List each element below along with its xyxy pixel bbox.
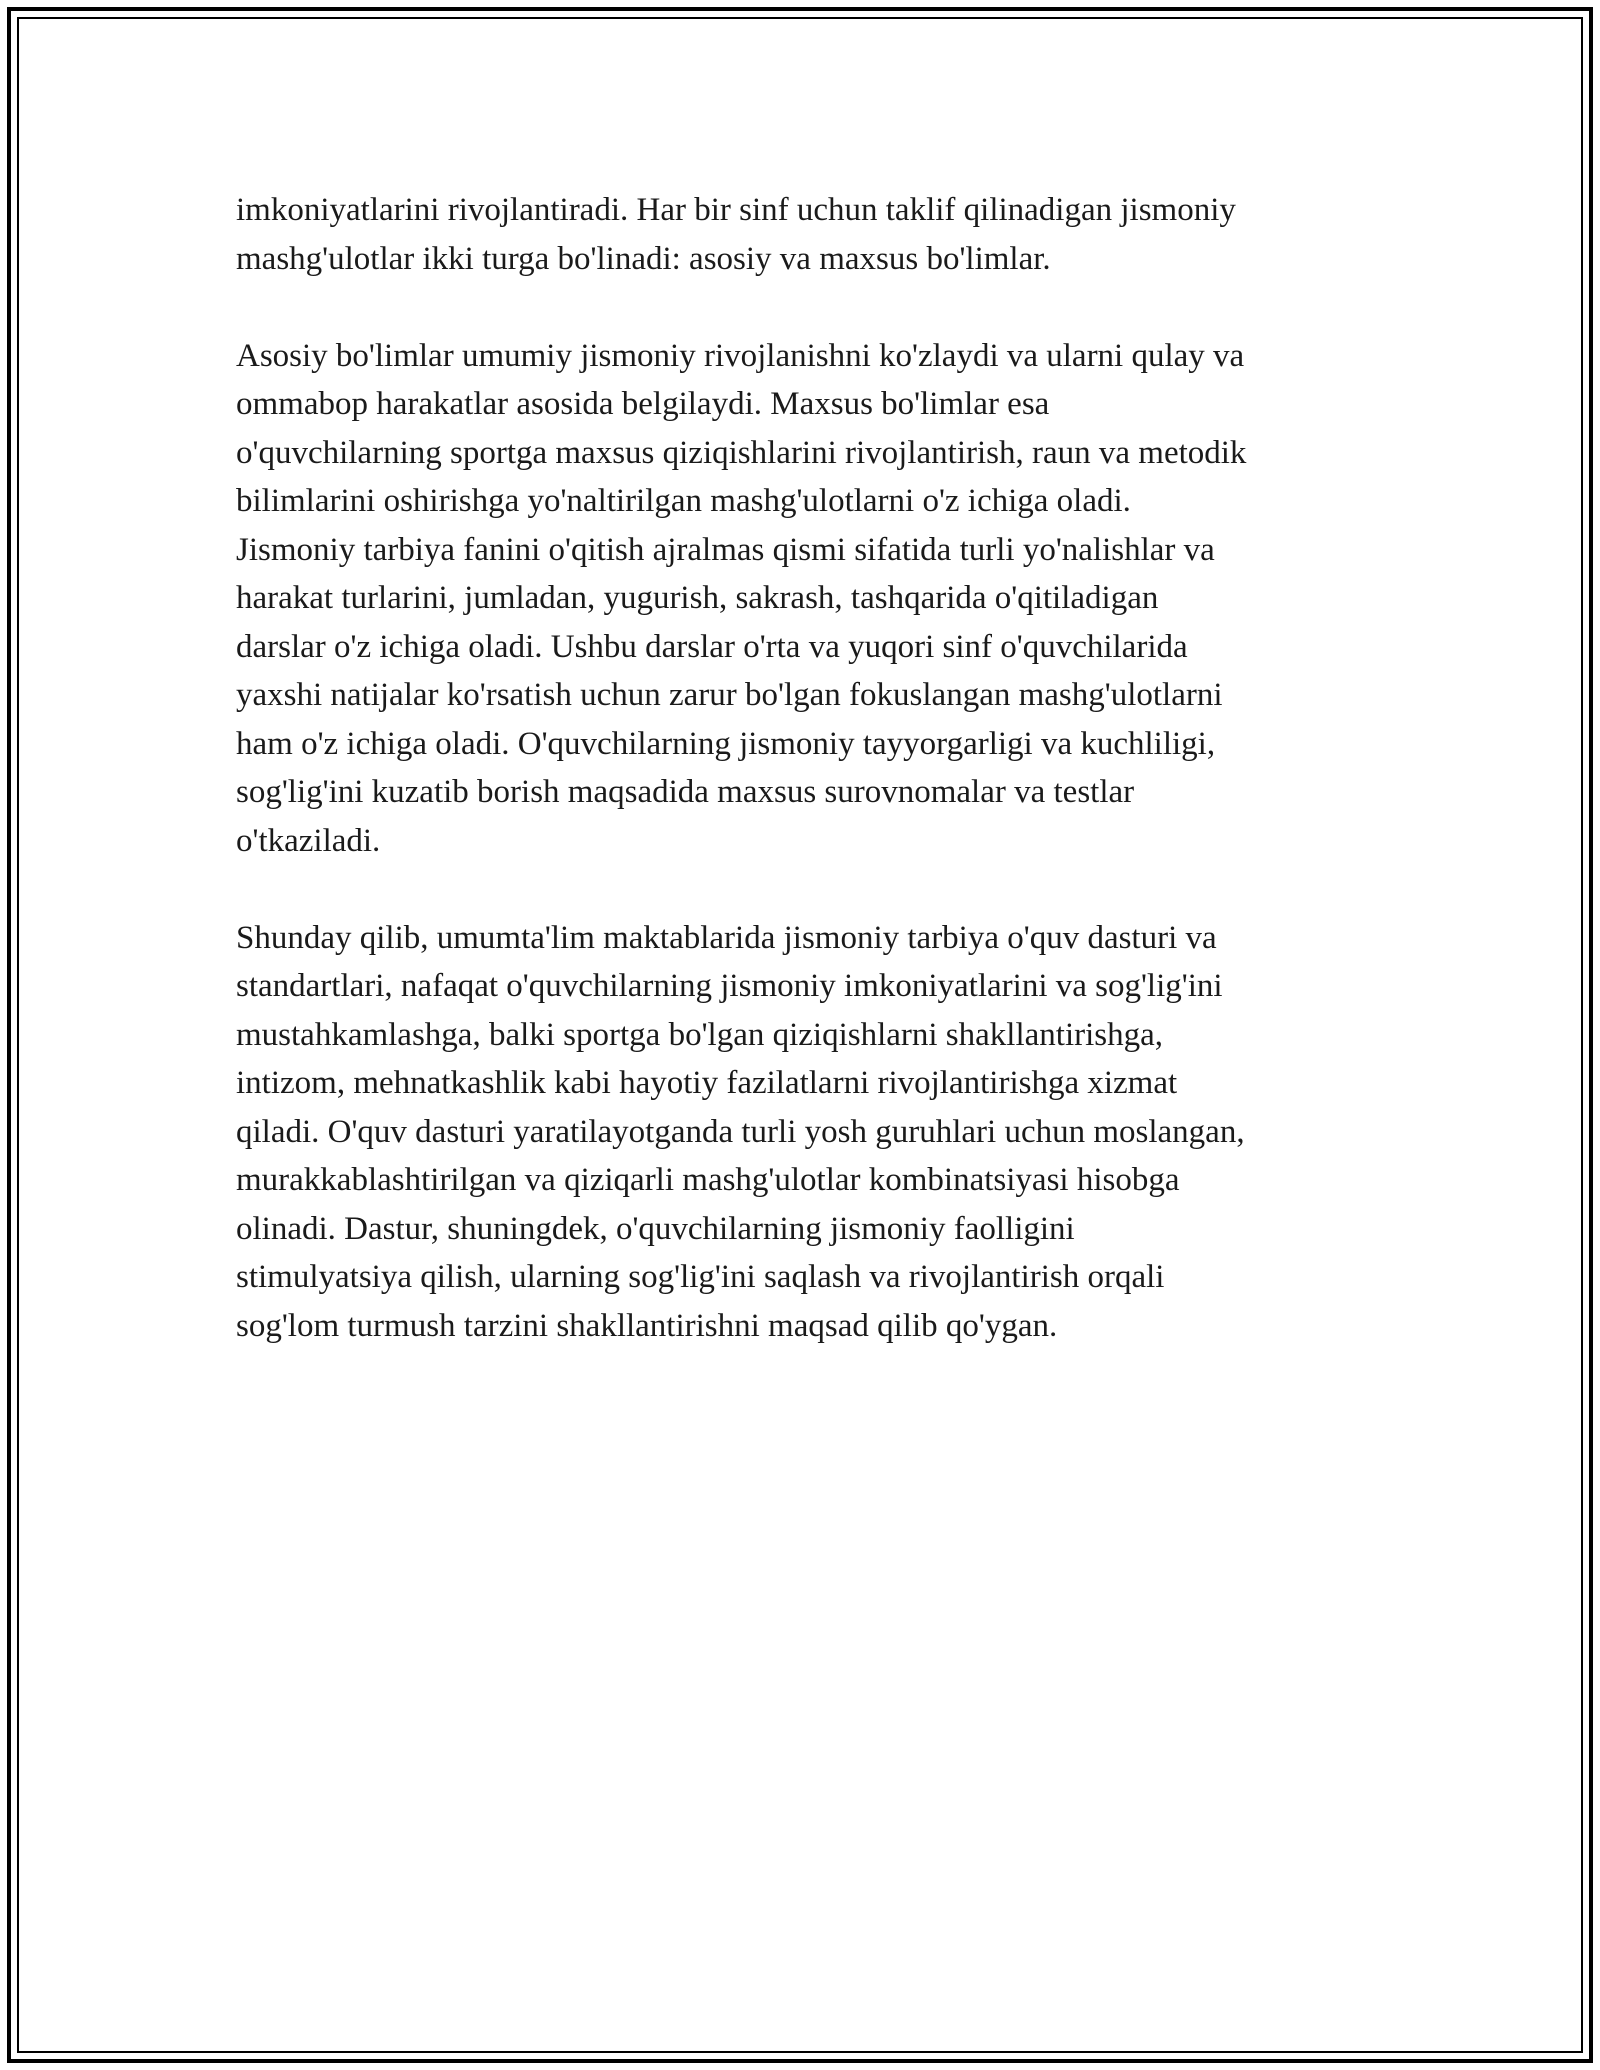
text-line: Asosiy bo'limlar umumiy jismoniy rivojlanishni ko'zlaydi va ularni qulay va [236,337,1245,374]
text-line: yaxshi natijalar ko'rsatish uchun zarur bo'lgan fokuslangan mashg'ulotlarni [236,677,1223,713]
text-line: Shunday qilib, umumta'lim maktablarida jismoniy tarbiya o'quv dasturi va [236,919,1217,956]
text-line: darslar o'z ichiga oladi. Ushbu darslar o'rta va yuqori sinf o'quvchilarida [236,628,1188,665]
text-line: ommabop harakatlar asosida belgilaydi. Maxsus bo'limlar esa [236,386,1050,422]
text-line: o'quvchilarning sportga maxsus qiziqishlarini rivojlantirish, raun va metodik [236,434,1247,471]
text-line: imkoniyatlarini rivojlantiradi. Har bir sinf uchun taklif qilinadigan jismoniy [236,192,1236,228]
text-line: sog'lig'ini kuzatib borish maqsadida maxsus surovnomalar va testlar [236,774,1135,810]
text-line: stimulyatsiya qilish, ularning sog'lig'ini saqlash va rivojlantirish orqali [236,1259,1165,1295]
text-line: ham o'z ichiga oladi. O'quvchilarning jismoniy tayyorgarligi va kuchliligi, [236,725,1216,762]
text-line: Jismoniy tarbiya fanini o'qitish ajralmas qismi sifatida turli yo'nalishlar va [236,531,1215,568]
text-line: mashg'ulotlar ikki turga bo'linadi: asosiy va maxsus bo'limlar. [236,240,1051,277]
text-line: bilimlarini oshirishga yo'naltirilgan mashg'ulotlarni o'z ichiga oladi. [236,483,1131,519]
text-line: sog'lom turmush tarzini shakllantirishni maqsad qilib qo'ygan. [236,1307,1058,1344]
text-line: qiladi. O'quv dasturi yaratilayotganda turli yosh guruhlari uchun moslangan, [236,1113,1245,1150]
document-body [236,186,1386,1399]
text-line: murakkablashtirilgan va qiziqarli mashg'ulotlar kombinatsiyasi hisobga [236,1162,1180,1198]
text-line: harakat turlarini, jumladan, yugurish, sakrash, tashqarida o'qitiladigan [236,580,1159,616]
paragraph-2 [236,332,1386,866]
text-line: mustahkamlashga, balki sportga bo'lgan qiziqishlarni shakllantirishga, [236,1016,1164,1053]
text-line: intizom, mehnatkashlik kabi hayotiy fazilatlarni rivojlantirishga xizmat [236,1065,1178,1101]
text-line: olinadi. Dastur, shuningdek, o'quvchilarning jismoniy faolligini [236,1210,1075,1247]
paragraph-1 [236,186,1386,283]
paragraph-3 [236,914,1386,1351]
text-line: standartlari, nafaqat o'quvchilarning jismoniy imkoniyatlarini va sog'lig'ini [236,968,1223,1004]
text-line: o'tkaziladi. [236,822,381,859]
